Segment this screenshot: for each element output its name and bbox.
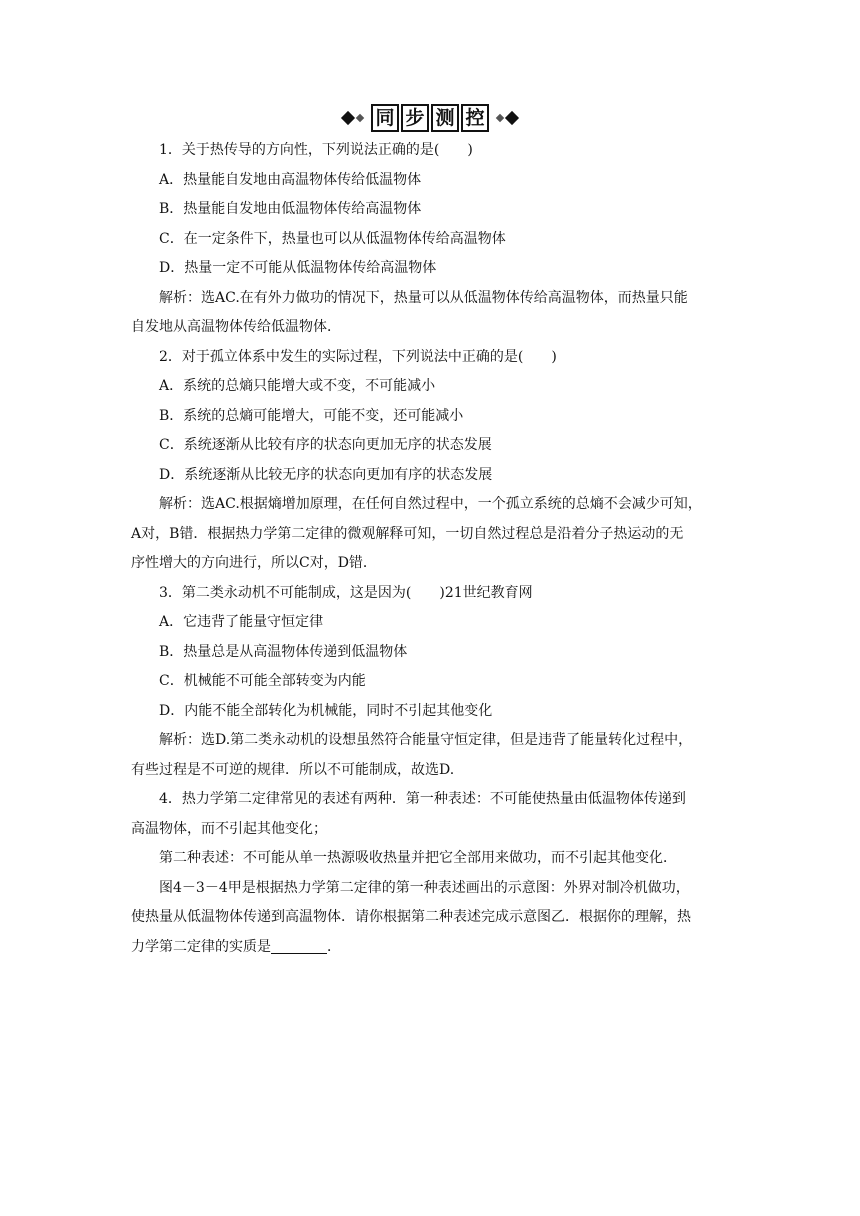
question-4-figure-description-cont: 使热量从低温物体传递到高温物体．请你根据第二种表述完成示意图乙．根据你的理解，热 [131,909,691,925]
diamond-icon [341,111,355,125]
question-4-stem-cont: 高温物体，而不引起其他变化； [131,820,327,837]
question-3-option-d: D．内能不能全部转化为机械能，同时不引起其他变化 [159,702,493,719]
question-3-option-b: B．热量总是从高温物体传递到低温物体 [159,643,408,660]
question-1-analysis-cont: 自发地从高温物体传给低温物体． [131,319,341,335]
question-1-option-c: C．在一定条件下，热量也可以从低温物体传给高温物体 [159,230,506,247]
question-1-stem: 1．关于热传导的方向性，下列说法正确的是( ) [159,142,473,158]
question-2-analysis-cont: 序性增大的方向进行，所以C对，D错． [131,555,377,571]
section-title [371,104,489,132]
diamond-icon [505,111,519,125]
question-4-figure-description: 图4－3－4甲是根据热力学第二定律的第一种表述画出的示意图：外界对制冷机做功， [159,879,690,896]
question-1-option-d: D．热量一定不可能从低温物体传给高温物体 [159,260,437,276]
question-2-analysis: 解析：选AC.根据熵增加原理，在任何自然过程中，一个孤立系统的总熵不会减少可知， [159,496,702,512]
question-4-final-line [131,933,731,963]
question-2-analysis-cont: A对，B错．根据热力学第二定律的微观解释可知，一切自然过程总是沿着分子热运动的无 [131,525,684,542]
question-4-second-statement: 第二种表述：不可能从单一热源吸收热量并把它全部用来做功，而不引起其他变化． [159,850,677,866]
section-header [0,104,860,132]
question-4-stem: 4．热力学第二定律常见的表述有两种．第一种表述：不可能使热量由低温物体传递到 [159,791,686,807]
question-list [131,136,731,962]
question-2-option-c: C．系统逐渐从比较有序的状态向更加无序的状态发展 [159,437,492,453]
question-3-analysis: 解析：选D.第二类永动机的设想虽然符合能量守恒定律，但是违背了能量转化过程中， [159,732,693,748]
question-2-option-a: A．系统的总熵只能增大或不变，不可能减小 [159,378,436,394]
header-decoration-left [343,113,363,123]
question-3-analysis-cont: 有些过程是不可逆的规律．所以不可能制成，故选D. [131,761,455,778]
question-1-option-a: A．热量能自发地由高温物体传给低温物体 [159,171,422,188]
question-4-final-punct: ． [327,938,341,955]
question-4-final-text: 力学第二定律的实质是 [131,938,271,955]
question-3-stem: 3．第二类永动机不可能制成，这是因为( )21世纪教育网 [159,584,533,601]
diamond-icon [356,114,364,122]
header-decoration-right [497,113,517,123]
question-2-stem: 2．对于孤立体系中发生的实际过程，下列说法中正确的是( ) [159,348,557,365]
answer-blank[interactable] [271,937,327,954]
question-3-option-a: A．它违背了能量守恒定律 [159,614,324,630]
diamond-icon [496,114,504,122]
question-3-option-c: C．机械能不可能全部转变为内能 [159,673,366,689]
question-1-analysis: 解析：选AC.在有外力做功的情况下，热量可以从低温物体传给高温物体，而热量只能 [159,289,688,306]
section-title-char: 测 [431,104,459,132]
question-2-option-b: B．系统的总熵可能增大，可能不变，还可能减小 [159,407,464,424]
question-2-option-d: D．系统逐渐从比较无序的状态向更加有序的状态发展 [159,466,493,483]
question-1-option-b: B．热量能自发地由低温物体传给高温物体 [159,201,422,217]
section-title-char: 步 [401,104,429,132]
section-title-char: 同 [371,104,399,132]
section-title-char: 控 [461,104,489,132]
